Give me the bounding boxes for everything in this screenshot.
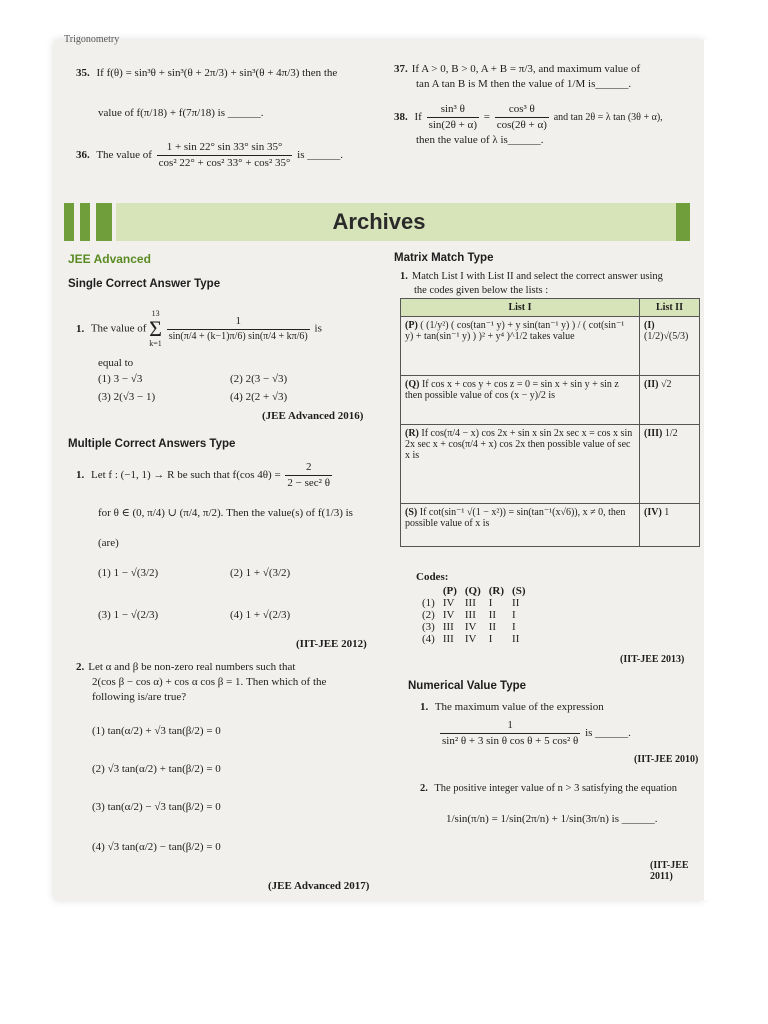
list-i-header: List I [401,299,640,317]
numerical-q2: 2. The positive integer value of n > 3 satisfying the equation [420,783,678,794]
numerical-q1-source: (IIT-JEE 2010) [634,754,699,765]
q35-line1: If f(θ) = sin³θ + sin³(θ + 2π/3) + sin³(θ + 4π/3) then the [96,67,338,79]
archives-banner [54,203,704,241]
question-38: 38. If $\frac{\text{sin³ θ}}{\sin(2\theta + \alpha)}$ = $\frac{\text{cos³ θ}}{\cos(2\theta + \alpha)}$ and tan 2θ = λ tan (3θ + α), then the value of λ is______. [394,103,663,146]
summation: 13 Σ k=1 [149,309,162,348]
multi-q2: 2. Let α and β be non-zero real numbers such that 2(cos β − cos α) + cos α cos β = 1. Then which of the following is/are true? [76,661,327,703]
q35-line2: value of f(π/18) + f(7π/18) is ______. [98,107,264,119]
question-35: 35. If f(θ) = sin³θ + sin³(θ + 2π/3) + sin³(θ + 4π/3) then the [76,67,338,79]
running-header: Trigonometry [64,34,120,45]
numerical-heading: Numerical Value Type [408,680,527,692]
matrix-match-heading: Matrix Match Type [394,252,494,264]
multi-q1-opt2: (2) 1 + √(3/2) [230,567,291,579]
codes-row: (3) III IV II I [422,620,516,633]
multi-q2-opt4: (4) √3 tan(α/2) − tan(β/2) = 0 [92,841,221,853]
single-q1: 1. The value of 13 Σ k=1 $\frac{1}{\sin(\pi/4 + (k-1)\pi/6) \sin(\pi/4 + k\pi/6)}$ is [76,309,322,348]
right-margin [704,40,768,900]
matrix-q1: 1. Match List I with List II and select the correct answer using the codes given below the lists : [400,271,663,297]
single-correct-heading: Single Correct Answer Type [68,278,221,290]
multi-q2-opt1: (1) tan(α/2) + √3 tan(β/2) = 0 [92,725,221,737]
single-q1-opt4: (4) 2(2 + √3) [230,391,288,403]
numerical-q2-source: (IIT-JEE 2011) [650,860,689,882]
codes-row: (2) IV III II I [422,608,516,621]
codes-row: (4) III IV I II [422,632,520,645]
multi-q2-opt2: (2) √3 tan(α/2) + tan(β/2) = 0 [92,763,221,775]
matrix-source: (IIT-JEE 2013) [620,654,685,665]
textbook-page [54,34,704,900]
table-row: (P) ( (1/y²) ( cos(tan⁻¹ y) + y sin(tan⁻¹ y) ) / ( cot(sin⁻¹ y) + tan(sin⁻¹ y) ) )² + y⁴ )^1/2 takes value (I) (1/2)√(5/3) [401,317,700,376]
multi-q1-opt3: (3) 1 − √(2/3) [98,609,159,621]
match-table [400,298,700,547]
single-q1-opt2: (2) 2(3 − √3) [230,373,288,385]
jee-advanced-heading: JEE Advanced [68,252,151,266]
multiple-correct-heading: Multiple Correct Answers Type [68,438,236,450]
multi-q2-opt3: (3) tan(α/2) − √3 tan(β/2) = 0 [92,801,221,813]
list-ii-header: List II [640,299,700,317]
codes-block: Codes: (P) (Q) (R) (S) (1) IV III I II (2) IV III II I (3) III IV II I (4) III IV I II [416,570,534,645]
single-q1-equal: equal to [98,357,134,369]
codes-row: (1) IV III I II [422,596,520,609]
numerical-q2-expr: 1/sin(π/n) = 1/sin(2π/n) + 1/sin(3π/n) is ______. [446,813,658,825]
multi-q1-opt4: (4) 1 + √(2/3) [230,609,291,621]
single-q1-opt1: (1) 3 − √3 [98,373,143,385]
multi-q1-line3: (are) [98,537,119,549]
single-q1-source: (JEE Advanced 2016) [262,410,364,422]
multi-q1-opt1: (1) 1 − √(3/2) [98,567,159,579]
question-37: 37. If A > 0, B > 0, A + B = π/3, and maximum value of tan A tan B is M then the value of 1/M is______. [394,63,641,90]
numerical-q1-expr: $\frac{1}{\text{sin² θ + 3 sin θ cos θ + 5 cos² θ}}$ is ______. [442,719,631,747]
multi-q2-source: (JEE Advanced 2017) [268,880,370,892]
table-row: (S) If cot(sin⁻¹ √(1 − x²)) = sin(tan⁻¹(x√6)), x ≠ 0, then possible value of x is (IV) 1 [401,504,700,547]
single-q1-opt3: (3) 2(√3 − 1) [98,391,156,403]
question-36: 36. The value of $\frac{1 + \sin 22^\circ \sin 33^\circ \sin 35^\circ}{\text{cos² 22° + cos² 33° + cos² 35°}}$ is ______. [76,141,343,169]
multi-q1: 1. Let f : (−1, 1) → R be such that f(cos 4θ) = $\frac{2}{\text{2 − sec² θ}}$ [76,461,330,489]
multi-q1-line2: for θ ∈ (0, π/4) ∪ (π/4, π/2). Then the value(s) of f(1/3) is [98,507,353,519]
q36-fraction: $\frac{1 + \sin 22^\circ \sin 33^\circ \sin 35^\circ}{\text{cos² 22° + cos² 33° + cos² 35°}}$ [158,141,291,169]
table-row: (R) If cos(π/4 − x) cos 2x + sin x sin 2x sec x = cos x sin 2x sec x + cos(π/4 + x) cos 2x then possible value of sec x is (III) 1/2 [401,425,700,504]
archives-title: Archives [332,209,426,234]
numerical-q1: 1. The maximum value of the expression [420,701,604,713]
table-row: (Q) If cos x + cos y + cos z = 0 = sin x + sin y + sin z then possible value of cos (x − y)/2 is (II) √2 [401,376,700,425]
multi-q1-source: (IIT-JEE 2012) [296,638,367,650]
